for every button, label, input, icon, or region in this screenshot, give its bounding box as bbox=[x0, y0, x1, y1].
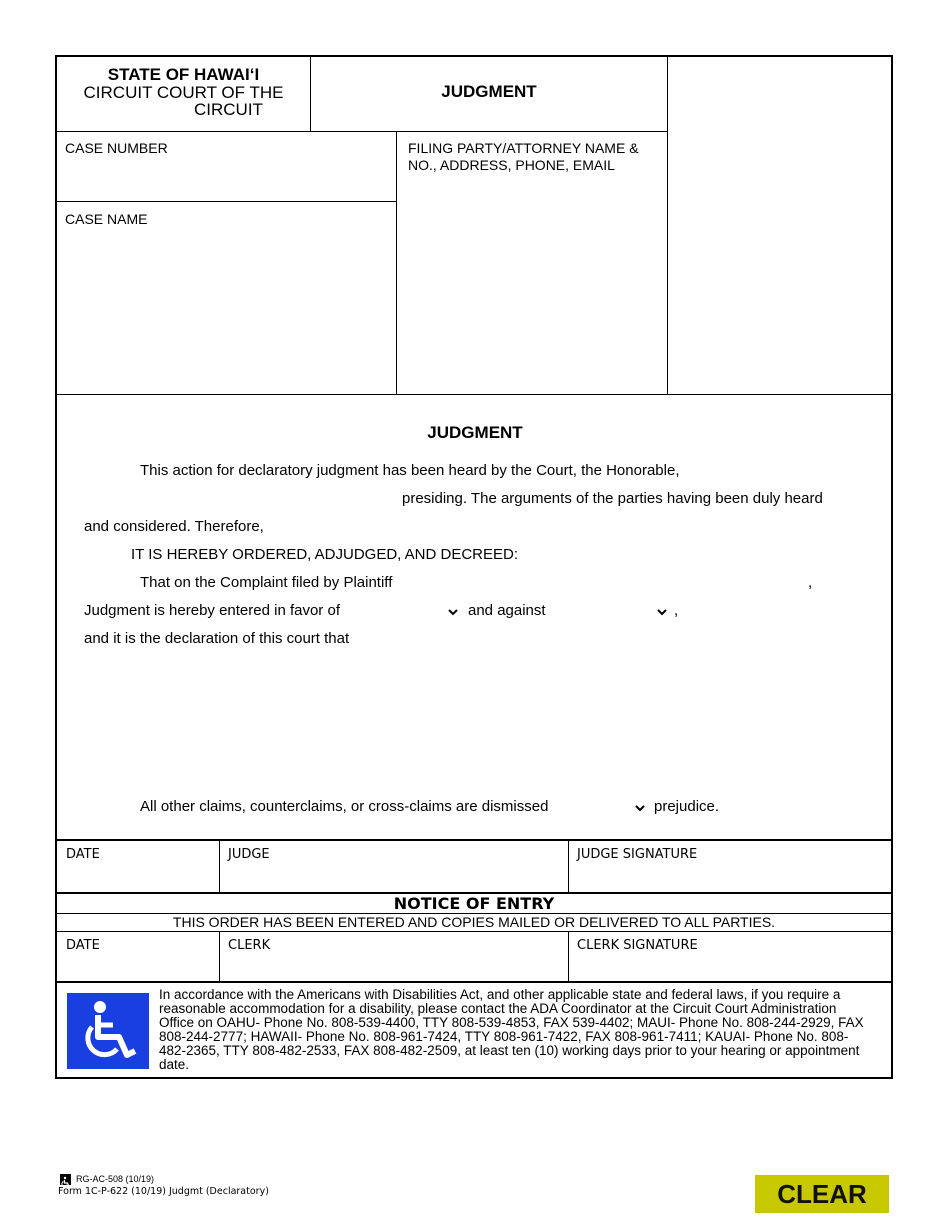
form-code: RG-AC-508 (10/19) bbox=[76, 1174, 155, 1184]
paragraph-heard: This action for declaratory judgment has been heard by the Court, the Honorable, bbox=[140, 462, 680, 479]
notice-text: THIS ORDER HAS BEEN ENTERED AND COPIES MAILED OR DELIVERED TO ALL PARTIES. bbox=[172, 914, 776, 930]
comma: , bbox=[674, 602, 679, 619]
court-use-field[interactable] bbox=[672, 60, 890, 395]
divider bbox=[568, 840, 569, 893]
paragraph-dismissed: All other claims, counterclaims, or cross-claims are dismissed bbox=[140, 798, 549, 815]
plaintiff-field[interactable] bbox=[406, 574, 808, 595]
court-line-1: CIRCUIT COURT OF THE bbox=[83, 83, 284, 102]
judgment-heading: JUDGMENT bbox=[427, 423, 523, 442]
date-label: DATE bbox=[66, 847, 100, 862]
divider bbox=[219, 840, 220, 893]
divider bbox=[55, 931, 893, 932]
date-label: DATE bbox=[66, 938, 100, 953]
prejudice-select[interactable] bbox=[568, 798, 648, 818]
judge-signature-label: JUDGE SIGNATURE bbox=[577, 847, 698, 862]
case-number-label: CASE NUMBER bbox=[65, 140, 168, 156]
clerk-name-field[interactable] bbox=[228, 956, 564, 979]
divider bbox=[55, 981, 893, 983]
wheelchair-icon bbox=[67, 993, 149, 1069]
entry-date-field[interactable] bbox=[66, 956, 215, 979]
paragraph-considered: and considered. Therefore, bbox=[84, 518, 264, 535]
paragraph-against: and against bbox=[468, 602, 546, 619]
state-name: STATE OF HAWAI‘I bbox=[107, 65, 260, 84]
paragraph-prejudice: prejudice. bbox=[654, 798, 720, 815]
ada-notice-text: In accordance with the Americans with Disabilities Act, and other applicable state and federal laws, if you require a reasonable accommodation for a disability, please contact the ADA Coordinator at the Circuit Court Administration Office on OAHU- Phone No. 808-539-4400, TTY 808-539-4853, FAX 539-4402; MAUI- Phone No. 808-244-2929, FAX 808-244-2777; HAWAII- Phone No. 808-961-7424, TTY 808-961-7422, FAX 808-961-7411; KAUAI- Phone No. 808-482-2365, TTY 808-482-2533, FAX 808-482-2509, at least ten (10) working days prior to your hearing or appointment date. bbox=[159, 987, 864, 1072]
paragraph-ordered: IT IS HEREBY ORDERED, ADJUDGED, AND DECREED: bbox=[131, 546, 519, 563]
judge-label: JUDGE bbox=[228, 847, 270, 862]
comma: , bbox=[808, 574, 813, 591]
clear-button[interactable]: CLEAR bbox=[755, 1175, 889, 1213]
judge-name-field[interactable] bbox=[228, 866, 564, 889]
against-party-select[interactable] bbox=[552, 602, 670, 622]
divider bbox=[219, 931, 220, 982]
paragraph-declaration: and it is the declaration of this court that bbox=[84, 630, 350, 647]
form-name: Form 1C-P-622 (10/19) Judgmt (Declaratory) bbox=[58, 1186, 269, 1197]
frame-bottom bbox=[55, 1077, 893, 1079]
accessibility-icon bbox=[60, 1174, 71, 1185]
case-number-field[interactable] bbox=[65, 160, 389, 197]
judgment-date-field[interactable] bbox=[66, 866, 215, 889]
divider bbox=[396, 131, 397, 395]
clerk-signature-label: CLERK SIGNATURE bbox=[577, 938, 698, 953]
divider bbox=[55, 839, 893, 841]
declaration-field[interactable] bbox=[362, 628, 876, 783]
divider bbox=[568, 931, 569, 982]
filing-party-field[interactable] bbox=[408, 180, 662, 390]
honorable-judge-field[interactable] bbox=[84, 490, 398, 511]
favor-party-select[interactable] bbox=[343, 602, 461, 622]
frame-right bbox=[891, 55, 893, 1079]
divider bbox=[55, 201, 397, 202]
court-line-2: CIRCUIT bbox=[194, 100, 263, 119]
clerk-label: CLERK bbox=[228, 938, 271, 953]
frame-top bbox=[55, 55, 893, 57]
filing-party-label: FILING PARTY/ATTORNEY NAME & NO., ADDRESS, PHONE, EMAIL bbox=[408, 140, 639, 173]
form-title: JUDGMENT bbox=[441, 82, 537, 101]
paragraph-presiding: presiding. The arguments of the parties having been duly heard bbox=[402, 490, 823, 507]
notice-title: NOTICE OF ENTRY bbox=[393, 894, 555, 913]
case-name-field[interactable] bbox=[65, 232, 389, 392]
divider bbox=[667, 55, 668, 395]
case-name-label: CASE NAME bbox=[65, 211, 148, 227]
paragraph-favor: Judgment is hereby entered in favor of bbox=[84, 602, 340, 619]
paragraph-complaint: That on the Complaint filed by Plaintiff bbox=[140, 574, 393, 591]
circuit-name-field[interactable] bbox=[70, 118, 294, 133]
